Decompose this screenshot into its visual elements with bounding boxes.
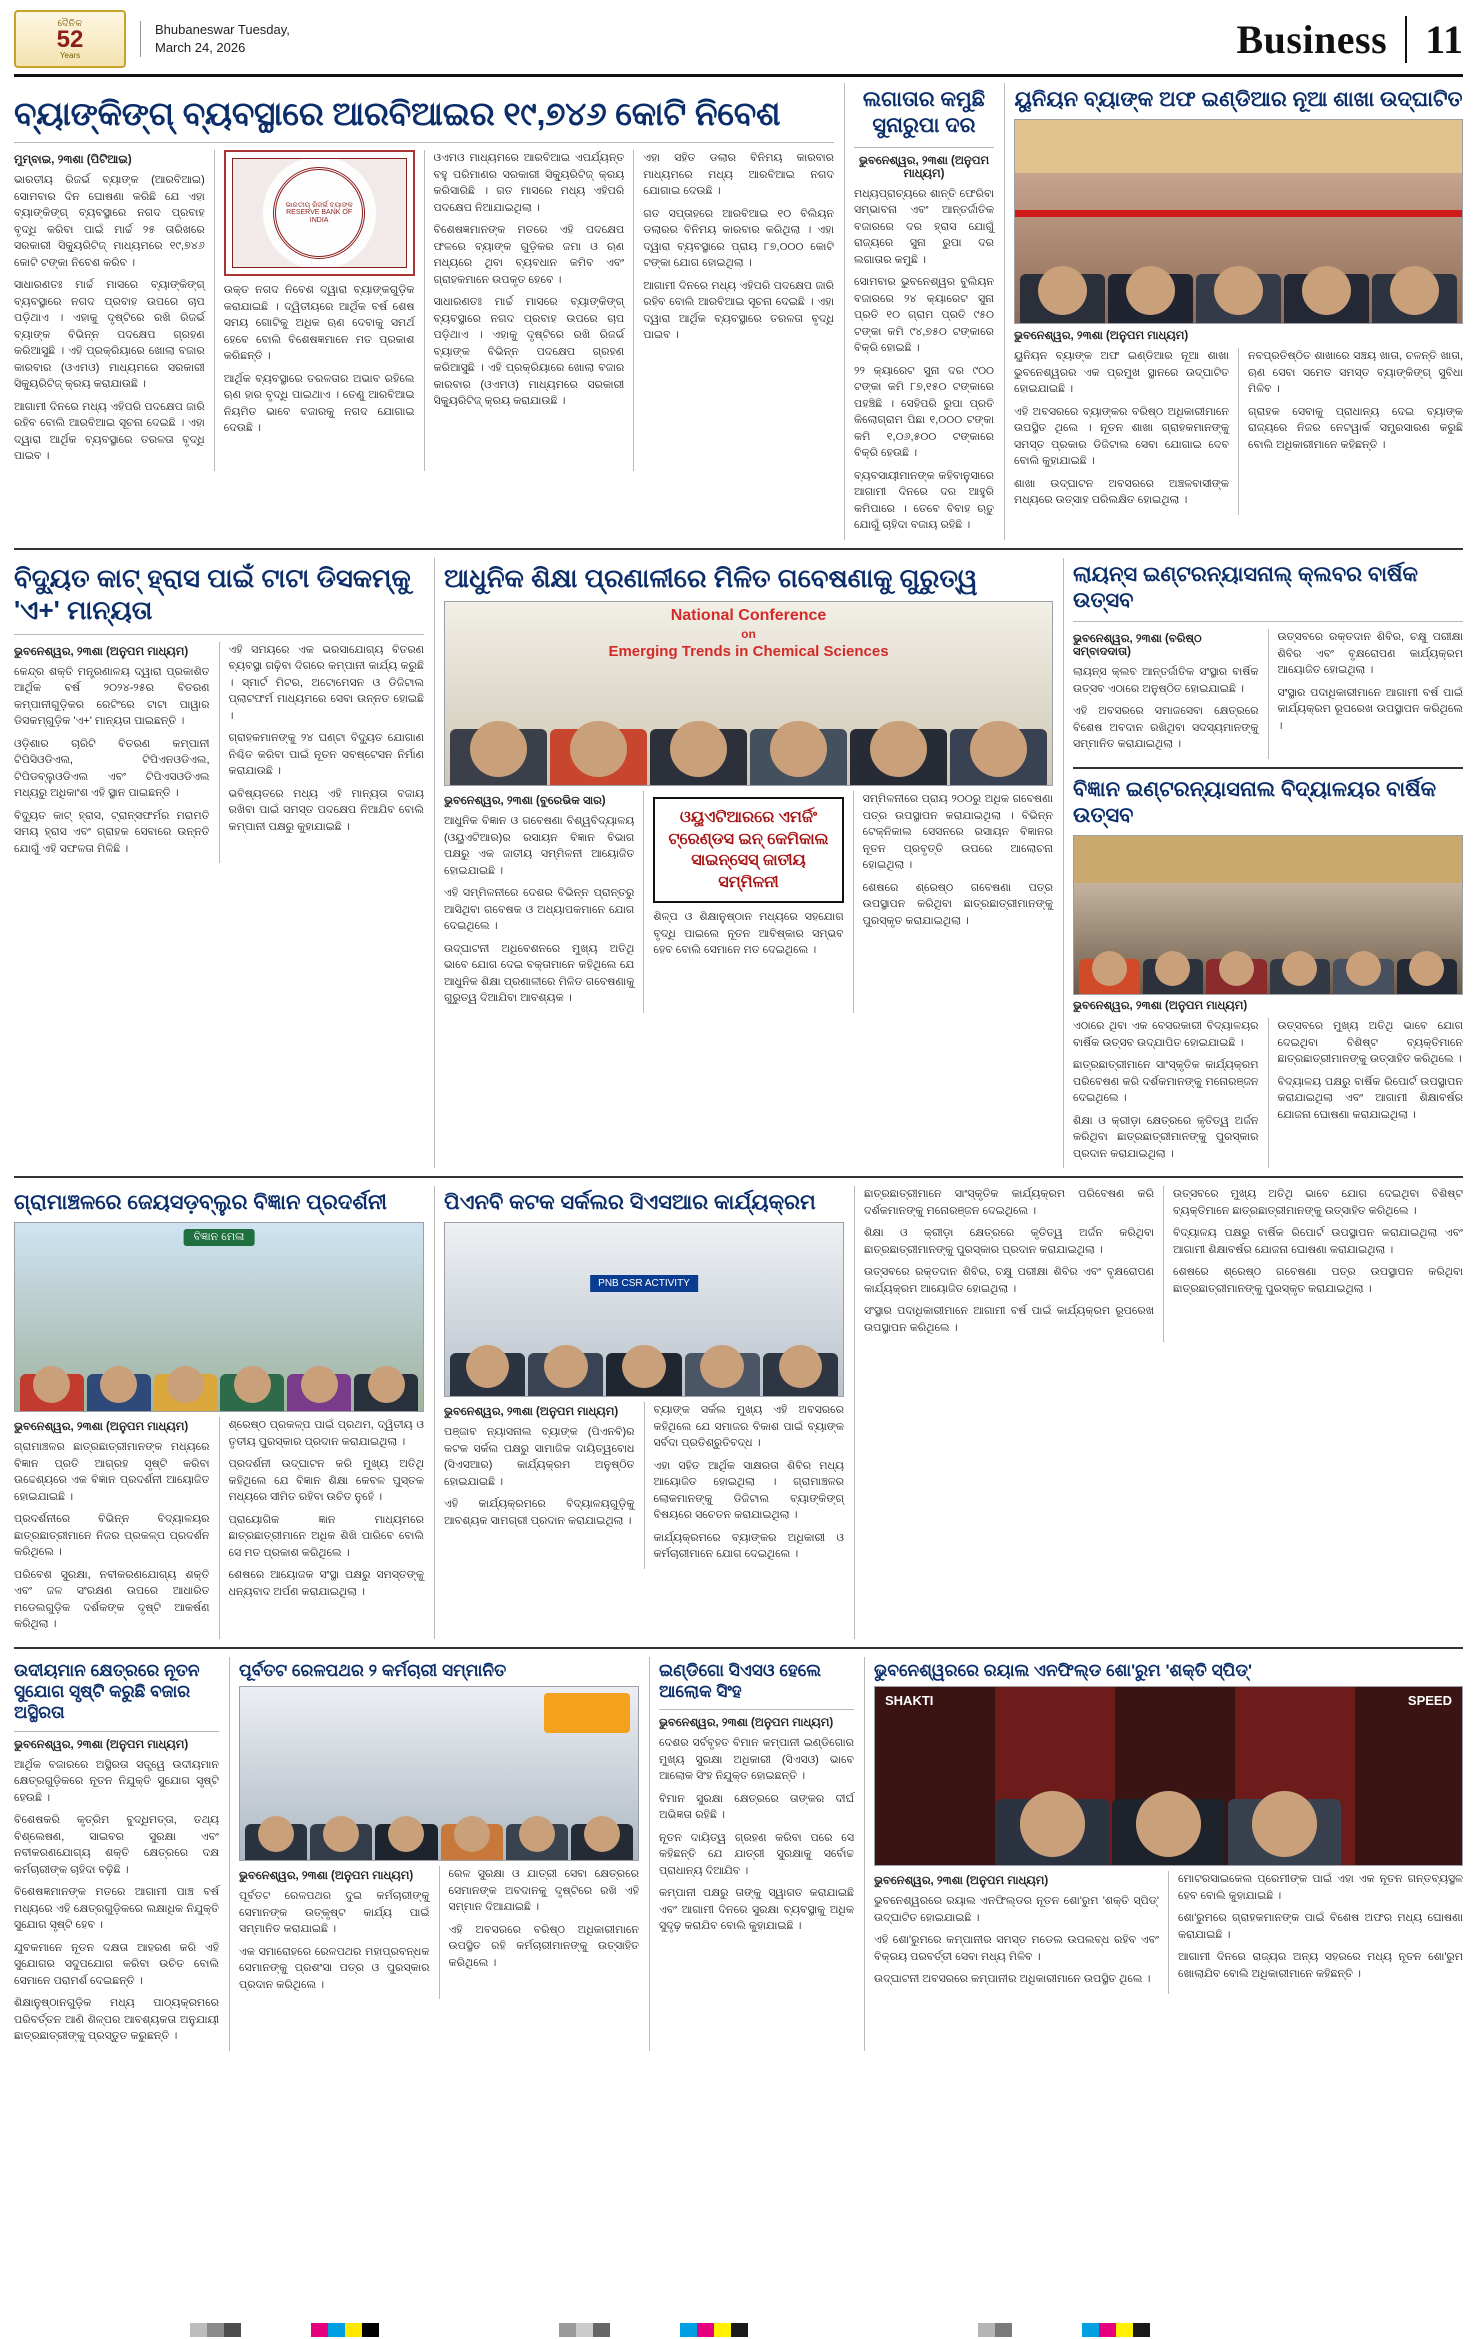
rbi-p3: ଆଗାମୀ ଦିନରେ ମଧ୍ୟ ଏହିପରି ପଦକ୍ଷେପ ଜାରି ରହିବ ବୋଲି ଆରବିଆଇ ସୂଚନା ଦେଇଛି । ଏହା ଦ୍ୱାରା ଆର୍ଥିକ ବ୍ୟବସ୍ଥାରେ ତରଳତା ବୃଦ୍ଧି ପାଇବ । xyxy=(14,400,205,463)
village-science-col-1 xyxy=(14,1417,210,1639)
tata-p2: ଓଡ଼ିଶାର ଚାରିଟି ବିତରଣ କମ୍ପାନୀ ଟିପିସିଓଡିଏଲ, ଟିପିଏନଓଡିଏଲ, ଟିପିଡବ୍ଲୁଓଡିଏଲ ଏବଂ ଟିପିଏସଓଡିଏଲ ମଧ୍ୟରୁ ଅଧିକାଂଶ ଏହି ସ୍ଥାନ ପାଇଛନ୍ତି । xyxy=(14,737,210,799)
right-text-p7: ଶେଷରେ ଶ୍ରେଷ୍ଠ ଗବେଷଣା ପତ୍ର ଉପସ୍ଥାପନ କରିଥିବା ଛାତ୍ରଛାତ୍ରୀମାନଙ୍କୁ ପୁରସ୍କୃତ କରାଯାଇଥିଲା । xyxy=(1173,1266,1463,1295)
science-college-photo-people xyxy=(1074,899,1462,994)
article-pnb xyxy=(434,1186,844,1639)
rbi-col-2 xyxy=(214,150,415,471)
pnb-p3: ବ୍ୟାଙ୍କ ସର୍କଲ ମୁଖ୍ୟ ଏହି ଅବସରରେ କହିଥିଲେ ଯେ ସମାଜର ବିକାଶ ପାଇଁ ବ୍ୟାଙ୍କ ସର୍ବଦା ପ୍ରତିଶ୍ରୁତିବଦ୍ଧ । xyxy=(653,1404,844,1450)
tata-headline: ବିଦ୍ୟୁତ କାଟ୍ ହ୍ରାସ ପାଇଁ ଟାଟା ଡିସକମ୍‌କୁ 'ଏ+' ମାନ୍ୟତା xyxy=(14,562,411,625)
jobs-headline: ଉଦୀୟମାନ କ୍ଷେତ୍ରରେ ନୂତନ ସୁଯୋଗ ସୃଷ୍ଟି କରୁଛି ବଜାର ଅସ୍ଥିରତା xyxy=(14,1660,200,1723)
research-col-2 xyxy=(643,791,843,1013)
science-college-dateline: ଭୁବନେଶ୍ୱର, ୨୩ଶା (ଅନୁପମ ମାଧ୍ୟମ) xyxy=(1073,1000,1248,1012)
railway-p4: ଏହି ଅବସରରେ ବରିଷ୍ଠ ଅଧିକାରୀମାନେ ଉପସ୍ଥିତ ରହି କର୍ମଚାରୀମାନଙ୍କୁ ଉତ୍ସାହିତ କରିଥିଲେ । xyxy=(448,1923,639,1969)
pnb-col-p1: ଏହା ସହିତ ଆର୍ଥିକ ସାକ୍ଷରତା ଶିବିର ମଧ୍ୟ ଆୟୋଜିତ ହୋଇଥିଲା । ଗ୍ରାମାଞ୍ଚଳର ଲୋକମାନଙ୍କୁ ଡିଜିଟାଲ ବ୍ୟାଙ୍କିଙ୍ଗ୍ ବିଷୟରେ ସଚେତନ କରାଯାଇଥିଲା । xyxy=(653,1459,844,1522)
rbi-col3-p1: ଓଏମଓ ମାଧ୍ୟମରେ ଆରବିଆଇ ଏପର୍ଯ୍ୟନ୍ତ ବହୁ ପରିମାଣର ସରକାରୀ ସିକ୍ୟୁରିଟିଜ୍ କ୍ରୟ କରିସାରିଛି । ଗତ ମାସରେ ମଧ୍ୟ ଏହିପରି ପଦକ୍ଷେପ ନିଆଯାଇଥିଲା । xyxy=(433,152,625,214)
jobs-p1: ଆର୍ଥିକ ବଜାରରେ ଅସ୍ଥିରତା ସତ୍ତ୍ୱେ ଉଦୀୟମାନ କ୍ଷେତ୍ରଗୁଡ଼ିକରେ ନୂତନ ନିଯୁକ୍ତି ସୁଯୋଗ ସୃଷ୍ଟି ହେଉଛି । xyxy=(14,1758,219,1804)
science-college-p1: ଏଠାରେ ଥିବା ଏକ ବେସରକାରୀ ବିଦ୍ୟାଳୟର ବାର୍ଷିକ ଉତ୍ସବ ଉଦ୍‌ଯାପିତ ହୋଇଯାଇଛି । xyxy=(1073,1020,1259,1049)
village-science-headline: ଗ୍ରାମାଞ୍ଚଳରେ ଜେୟସଡ଼ବ୍ଲୁର ବିଜ୍ଞାନ ପ୍ରଦର୍ଶନୀ xyxy=(14,1191,387,1214)
bank-branch-dateline: ଭୁବନେଶ୍ୱର, ୨୩ଶା (ଅନୁପମ ମାଧ୍ୟମ) xyxy=(1014,330,1189,343)
third-block-right-text xyxy=(854,1186,1463,1639)
village-science-p4: ଶ୍ରେଷ୍ଠ ପ୍ରକଳ୍ପ ପାଇଁ ପ୍ରଥମ, ଦ୍ୱିତୀୟ ଓ ତୃତୀୟ ପୁରସ୍କାର ପ୍ରଦାନ କରାଯାଇଥିଲା । xyxy=(228,1419,424,1448)
bank-branch-col-p2: ଗ୍ରାହକ ସେବାକୁ ପ୍ରାଧାନ୍ୟ ଦେଇ ବ୍ୟାଙ୍କ ରାଜ୍ୟରେ ନିଜର ନେଟୱାର୍କ ସମ୍ପ୍ରସାରଣ କରୁଛି ବୋଲି ଅଧିକାରୀମାନେ କହିଛନ୍ତି । xyxy=(1248,405,1463,451)
colorbar-group xyxy=(1082,2323,1150,2337)
bank-branch-p1: ୟୁନିୟନ ବ୍ୟାଙ୍କ ଅଫ ଇଣ୍ଡିଆର ନୂଆ ଶାଖା ଭୁବନେଶ୍ୱରର ଏକ ପ୍ରମୁଖ ସ୍ଥାନରେ ଉଦ୍‌ଘାଟିତ ହୋଇଯାଇଛି । xyxy=(1014,350,1229,396)
third-block xyxy=(14,1186,1463,1639)
bank-branch-p2: ଏହି ଅବସରରେ ବ୍ୟାଙ୍କର ବରିଷ୍ଠ ଅଧିକାରୀମାନେ ଉପସ୍ଥିତ ଥିଲେ । ନୂତନ ଶାଖା ଗ୍ରାହକମାନଙ୍କୁ ସମସ୍ତ ପ୍ରକାର ଡିଜିଟାଲ ସେବା ଯୋଗାଇ ଦେବ ବୋଲି କୁହାଯାଇଛି । xyxy=(1014,405,1229,468)
research-p2: ଏହି ସମ୍ମିଳନୀରେ ଦେଶର ବିଭିନ୍ନ ପ୍ରାନ୍ତରୁ ଆସିଥିବା ଗବେଷକ ଓ ଅଧ୍ୟାପକମାନେ ଯୋଗ ଦେଇଥିଲେ । xyxy=(444,887,635,932)
rbi-col4-p2: ଗତ ସପ୍ତାହରେ ଆରବିଆଇ ୧୦ ବିଲିୟନ ଡଲାରର ବିନିମୟ କାରବାର କରିଥିଲା । ଏହା ଦ୍ୱାରା ବ୍ୟବସ୍ଥାରେ ପ୍ରାୟ ୮୭,୦୦୦ କୋଟି ଟଙ୍କା ଯୋଗ ହୋଇଥିଲା । xyxy=(643,207,834,270)
logo-top-text: ଦୈନିକ xyxy=(57,17,83,28)
science-college-photo xyxy=(1073,835,1463,995)
research-p4: ଶିଳ୍ପ ଓ ଶିକ୍ଷାନୁଷ୍ଠାନ ମଧ୍ୟରେ ସହଯୋଗ ବୃଦ୍ଧି ପାଇଲେ ନୂତନ ଆବିଷ୍କାର ସମ୍ଭବ ହେବ ବୋଲି ସେମାନେ ମତ ଦେଇଥିଲେ । xyxy=(653,911,844,957)
colorbar-group xyxy=(680,2323,748,2337)
dateline-location xyxy=(140,21,290,56)
bank-branch-col-p1: ନବପ୍ରତିଷ୍ଠିତ ଶାଖାରେ ସଞ୍ଚୟ ଖାତା, ଚଳନ୍ତି ଖାତା, ଋଣ ସେବା ସମେତ ସମସ୍ତ ବ୍ୟାଙ୍କିଙ୍ଗ୍ ସୁବିଧା ମିଳିବ । xyxy=(1248,350,1463,396)
rbi-seal-text: ଭାରତୀୟ ରିଜର୍ଭ ବ୍ୟାଙ୍କ RESERVE BANK OF INDIA xyxy=(273,167,365,259)
color-registration-bar xyxy=(0,2321,1477,2339)
rbi-logo-box xyxy=(224,150,415,276)
pnb-photo-text: PNB CSR ACTIVITY xyxy=(590,1275,698,1292)
article-bank-branch xyxy=(1004,83,1463,540)
pnb-col-1 xyxy=(444,1402,635,1569)
railway-photo xyxy=(239,1686,639,1861)
indigo-headline: ଇଣ୍ଡିଗୋ ସିଏସଓ ହେଲେ ଆଲୋକ ସିଂହ xyxy=(659,1660,822,1701)
village-science-p1: ଗ୍ରାମାଞ୍ଚଳର ଛାତ୍ରଛାତ୍ରୀମାନଙ୍କ ମଧ୍ୟରେ ବିଜ୍ଞାନ ପ୍ରତି ଆଗ୍ରହ ସୃଷ୍ଟି କରିବା ଉଦ୍ଦେଶ୍ୟରେ ଏକ ବିଜ୍ଞାନ ପ୍ରଦର୍ଶନୀ ଆୟୋଜିତ ହୋଇଯାଇଛି । xyxy=(14,1441,210,1503)
science-college-p2: ଛାତ୍ରଛାତ୍ରୀମାନେ ସାଂସ୍କୃତିକ କାର୍ଯ୍ୟକ୍ରମ ପରିବେଷଣ କରି ଦର୍ଶକମାନଙ୍କୁ ମନୋରଞ୍ଜନ ଦେଇଥିଲେ । xyxy=(1073,1059,1259,1104)
rbi-col-4 xyxy=(633,150,834,471)
lions-p3: ଉତ୍ସବରେ ରକ୍ତଦାନ ଶିବିର, ଚକ୍ଷୁ ପରୀକ୍ଷା ଶିବିର ଏବଂ ବୃକ୍ଷରୋପଣ କାର୍ଯ୍ୟକ୍ରମ ଆୟୋଜିତ ହୋଇଥିଲା । xyxy=(1277,631,1463,676)
science-college-headline: ବିଜ୍ଞାନ ଇଣ୍ଟରନ୍ୟାସନାଲ ବିଦ୍ୟାଳୟର ବାର୍ଷିକ ଉତ୍ସବ xyxy=(1073,777,1437,827)
bank-branch-photo-people xyxy=(1015,212,1462,324)
pnb-p1: ପଞ୍ଜାବ ନ୍ୟାସନାଲ ବ୍ୟାଙ୍କ (ପିଏନବି)ର କଟକ ସର୍କଲ ପକ୍ଷରୁ ସାମାଜିକ ଦାୟିତ୍ୱବୋଧ (ସିଏସଆର) କାର୍ଯ୍ୟକ୍ରମ ଅନୁଷ୍ଠିତ ହୋଇଯାଇଛି । xyxy=(444,1426,635,1488)
right-text-p6: ବିଦ୍ୟାଳୟ ପକ୍ଷରୁ ବାର୍ଷିକ ରିପୋର୍ଟ ଉପସ୍ଥାପନ କରାଯାଇଥିଲା ଏବଂ ଆଗାମୀ ଶିକ୍ଷାବର୍ଷର ଯୋଜନା ଘୋଷଣା କରାଯାଇଥିଲା । xyxy=(1173,1227,1463,1256)
article-jobs xyxy=(14,1657,219,2051)
shakti-col-2 xyxy=(1168,1871,1463,1994)
shakti-col-p3: ଆଗାମୀ ଦିନରେ ରାଜ୍ୟର ଅନ୍ୟ ସହରରେ ମଧ୍ୟ ନୂତନ ଶୋ'ରୁମ ଖୋଲାଯିବ ବୋଲି ଅଧିକାରୀମାନେ କହିଛନ୍ତି । xyxy=(1178,1951,1463,1980)
bank-branch-p3: ଶାଖା ଉଦ୍‌ଘାଟନ ଅବସରରେ ଅଞ୍ଚଳବାସୀଙ୍କ ମଧ୍ୟରେ ଉତ୍ସାହ ପରିଲକ୍ଷିତ ହୋଇଥିଲା । xyxy=(1014,477,1229,507)
science-college-col-1 xyxy=(1073,1018,1259,1168)
right-text-col-1 xyxy=(864,1186,1154,1342)
research-banner-line1: National Conference xyxy=(670,607,827,624)
article-shakti xyxy=(864,1657,1463,2051)
indigo-p3: ନୂତନ ଦାୟିତ୍ୱ ଗ୍ରହଣ କରିବା ପରେ ସେ କହିଛନ୍ତି ଯେ ଯାତ୍ରୀ ସୁରକ୍ଷାକୁ ସର୍ବୋଚ୍ଚ ପ୍ରାଧାନ୍ୟ ଦିଆଯିବ । xyxy=(659,1831,854,1877)
bottom-block xyxy=(14,1657,1463,2051)
colorbar-group xyxy=(559,2323,610,2337)
dateline-city: Bhubaneswar Tuesday, xyxy=(155,22,290,38)
shakti-dateline: ଭୁବନେଶ୍ୱର, ୨୩ଶା (ଅନୁପମ ମାଧ୍ୟମ) xyxy=(874,1875,1049,1887)
article-research xyxy=(434,558,1053,1169)
railway-p2: ଏକ ସମାରୋହରେ ରେଳପଥର ମହାପ୍ରବନ୍ଧକ ସେମାନଙ୍କୁ ପ୍ରଶଂସା ପତ୍ର ଓ ପୁରସ୍କାର ପ୍ରଦାନ କରିଥିଲେ । xyxy=(239,1945,430,1991)
article-indigo xyxy=(649,1657,854,2051)
right-text-p5: ଉତ୍ସବରେ ମୁଖ୍ୟ ଅତିଥି ଭାବେ ଯୋଗ ଦେଇଥିବା ବିଶିଷ୍ଟ ବ୍ୟକ୍ତିମାନେ ଛାତ୍ରଛାତ୍ରୀମାନଙ୍କୁ ଉତ୍ସାହିତ କରିଥିଲେ । xyxy=(1173,1188,1463,1217)
tata-dateline: ଭୁବନେଶ୍ୱର, ୨୩ଶା (ଅନୁପମ ମାଧ୍ୟମ) xyxy=(14,645,189,658)
indigo-p4: କମ୍ପାନୀ ପକ୍ଷରୁ ତାଙ୍କୁ ସ୍ୱାଗତ କରାଯାଇଛି ଏବଂ ଆଗାମୀ ଦିନରେ ସୁରକ୍ଷା ବ୍ୟବସ୍ଥାକୁ ଅଧିକ ସୁଦୃଢ଼ କରାଯିବ ବୋଲି କୁହାଯାଇଛି । xyxy=(659,1887,854,1933)
tata-p1: କେନ୍ଦ୍ର ଶକ୍ତି ମନ୍ତ୍ରଣାଳୟ ଦ୍ୱାରା ପ୍ରକାଶିତ ଆର୍ଥିକ ବର୍ଷ ୨୦୨୪-୨୫ର ବିତରଣ କମ୍ପାନୀଗୁଡ଼ିକର ରେଟିଂରେ ଟାଟା ପାୱାର ଡିସକମ୍ଗୁଡ଼ିକ 'ଏ+' ମାନ୍ୟତା ପାଇଛନ୍ତି । xyxy=(14,665,210,727)
top-block xyxy=(14,83,1463,540)
village-science-dateline: ଭୁବନେଶ୍ୱର, ୨୩ଶା (ଅନୁପମ ମାଧ୍ୟମ) xyxy=(14,1421,189,1434)
research-col-3 xyxy=(853,791,1053,1013)
jobs-p3: ବିଶେଷଜ୍ଞମାନଙ୍କ ମତରେ ଆଗାମୀ ପାଞ୍ଚ ବର୍ଷ ମଧ୍ୟରେ ଏହି କ୍ଷେତ୍ରଗୁଡ଼ିକରେ ଲକ୍ଷାଧିକ ନିଯୁକ୍ତି ସୁଯୋଗ ସୃଷ୍ଟି ହେବ । xyxy=(14,1886,219,1931)
article-science-college xyxy=(1073,777,1463,1169)
pnb-dateline: ଭୁବନେଶ୍ୱର, ୨୩ଶା (ଅନୁପମ ମାଧ୍ୟମ) xyxy=(444,1406,619,1419)
rbi-col2-p2: ଆର୍ଥିକ ବ୍ୟବସ୍ଥାରେ ତରଳତାର ଅଭାବ ରହିଲେ ଋଣ ହାର ବୃଦ୍ଧି ପାଇଥାଏ । ତେଣୁ ଆରବିଆଇ ନିୟମିତ ଭାବେ ବଜାରକୁ ନଗଦ ଯୋଗାଇ ଦେଉଛି । xyxy=(223,372,415,435)
lions-p1: ଲାୟନ୍ସ କ୍ଲବ ଆନ୍ତର୍ଜାତିକ ସଂସ୍ଥାର ବାର୍ଷିକ ଉତ୍ସବ ଏଠାରେ ଅନୁଷ୍ଠିତ ହୋଇଯାଇଛି । xyxy=(1073,666,1259,695)
indigo-p2: ବିମାନ ସୁରକ୍ଷା କ୍ଷେତ୍ରରେ ତାଙ୍କର ଦୀର୍ଘ ଅଭିଜ୍ଞତା ରହିଛି । xyxy=(659,1792,854,1822)
bank-branch-headline: ୟୁନିୟନ ବ୍ୟାଙ୍କ ଅଫ ଇଣ୍ଡିଆର ନୂଆ ଶାଖା ଉଦ୍‌ଘାଟିତ xyxy=(1014,88,1463,111)
rbi-headline: ବ୍ୟାଙ୍କିଙ୍ଗ୍ ବ୍ୟବସ୍ଥାରେ ଆରବିଆଇର ୧୯,୭୪୬ କୋଟି ନିବେଶ xyxy=(14,95,781,132)
indigo-dateline: ଭୁବନେଶ୍ୱର, ୨୩ଶା (ଅନୁପମ ମାଧ୍ୟମ) xyxy=(659,1717,834,1730)
shakti-p1: ଭୁବନେଶ୍ୱରରେ ରୟାଲ ଏନଫିଲ୍ଡର ନୂତନ ଶୋ'ରୁମ 'ଶକ୍ତି ସ୍ପିଡ୍' ଉଦ୍‌ଘାଟିତ ହୋଇଯାଇଛି । xyxy=(874,1895,1159,1924)
logo-years-number: 52 xyxy=(56,25,84,53)
village-science-col-2 xyxy=(219,1417,425,1639)
article-gold xyxy=(844,83,994,540)
rbi-col4-p1: ଏହା ସହିତ ଡଲାର ବିନିମୟ କାରବାର ମାଧ୍ୟମରେ ମଧ୍ୟ ଆରବିଆଇ ନଗଦ ଯୋଗାଇ ଦେଉଛି । xyxy=(643,152,834,198)
research-dateline: ଭୁବନେଶ୍ୱର, ୨୩ଶା (ବୁରେଭିକ ସାର) xyxy=(444,795,606,807)
gold-headline: ଲଗାତାର କମୁଛି ସୁନାରୁପା ଦର xyxy=(862,88,986,138)
shakti-photo-brand-1: SHAKTI xyxy=(885,1693,934,1708)
logo-years-label: Years xyxy=(59,50,81,60)
research-col-p2: ଶେଷରେ ଶ୍ରେଷ୍ଠ ଗବେଷଣା ପତ୍ର ଉପସ୍ଥାପନ କରିଥିବା ଛାତ୍ରଛାତ୍ରୀମାନଙ୍କୁ ପୁରସ୍କୃତ କରାଯାଇଥିଲା । xyxy=(862,881,1053,927)
jobs-p4: ଯୁବକମାନେ ନୂତନ ଦକ୍ଷତା ଆହରଣ କରି ଏହି ସୁଯୋଗର ସଦୁପଯୋଗ କରିବା ଉଚିତ ବୋଲି ସେମାନେ ପରାମର୍ଶ ଦେଇଛନ୍ତି । xyxy=(14,1941,219,1987)
gold-dateline: ଭୁବନେଶ୍ୱର, ୨୩ଶା (ଅନୁପମ ମାଧ୍ୟମ) xyxy=(858,154,990,180)
article-rbi xyxy=(14,83,834,540)
railway-dateline: ଭୁବନେଶ୍ୱର, ୨୩ଶା (ଅନୁପମ ମାଧ୍ୟମ) xyxy=(239,1870,414,1882)
research-banner-line3: Emerging Trends in Chemical Sciences xyxy=(608,643,889,661)
rbi-col-3 xyxy=(424,150,625,471)
railway-col-2 xyxy=(439,1866,640,1999)
shakti-photo-people xyxy=(875,1772,1462,1865)
shakti-photo xyxy=(874,1686,1463,1866)
lions-p4: ସଂସ୍ଥାର ପଦାଧିକାରୀମାନେ ଆଗାମୀ ବର୍ଷ ପାଇଁ କାର୍ଯ୍ୟକ୍ରମ ରୂପରେଖ ଉପସ୍ଥାପନ କରିଥିଲେ । xyxy=(1277,686,1463,732)
rbi-seal xyxy=(232,158,407,268)
research-p1: ଆଧୁନିକ ବିଜ୍ଞାନ ଓ ଗବେଷଣା ବିଶ୍ୱବିଦ୍ୟାଳୟ (ଓୟୁଏଟିଆର)ର ରସାୟନ ବିଜ୍ଞାନ ବିଭାଗ ପକ୍ଷରୁ ଏକ ଜାତୀୟ ସମ୍ମିଳନୀ ଆୟୋଜିତ ହୋଇଯାଇଛି । xyxy=(444,815,635,877)
right-text-p1: ଛାତ୍ରଛାତ୍ରୀମାନେ ସାଂସ୍କୃତିକ କାର୍ଯ୍ୟକ୍ରମ ପରିବେଷଣ କରି ଦର୍ଶକମାନଙ୍କୁ ମନୋରଞ୍ଜନ ଦେଇଥିଲେ । xyxy=(864,1188,1154,1217)
village-science-p3: ପରିବେଶ ସୁରକ୍ଷା, ନବୀକରଣଯୋଗ୍ୟ ଶକ୍ତି ଏବଂ ଜଳ ସଂରକ୍ଷଣ ଉପରେ ଆଧାରିତ ମଡେଲଗୁଡ଼ିକ ଦର୍ଶକଙ୍କ ଦୃଷ୍ଟି ଆକର୍ଷଣ କରିଥିଲା । xyxy=(14,1568,210,1631)
research-banner-line2: on xyxy=(741,626,756,641)
section-title: Business xyxy=(1236,16,1388,62)
rbi-p1: ଭାରତୀୟ ରିଜର୍ଭ ବ୍ୟାଙ୍କ (ଆରବିଆଇ) ସୋମବାର ଦିନ ଘୋଷଣା କରିଛି ଯେ ଏହା ବ୍ୟାଙ୍କିଙ୍ଗ୍ ବ୍ୟବସ୍ଥାରେ ନଗଦ ପ୍ରବାହ ବୃଦ୍ଧି କରିବା ପାଇଁ ମାର୍ଚ୍ଚ ୨୫ ତାରିଖରେ ସରକାରୀ ସିକ୍ୟୁରିଟିଜ୍ ମାଧ୍ୟମରେ ୧୯,୭୪୬ କୋଟି ଟଙ୍କା ନିବେଶ କରିବ । xyxy=(14,174,205,269)
bank-branch-col-1 xyxy=(1014,348,1229,515)
research-photo-people xyxy=(445,697,1052,785)
tata-col-2 xyxy=(219,642,425,864)
village-science-photo-people xyxy=(15,1295,423,1412)
dateline-date: March 24, 2026 xyxy=(155,40,246,55)
pnb-col-2 xyxy=(644,1402,845,1569)
second-block xyxy=(14,558,1463,1169)
article-tata xyxy=(14,558,424,1169)
bank-branch-photo xyxy=(1014,119,1463,324)
railway-headline: ପୂର୍ବତଟ ରେଳପଥର ୨ କର୍ମଚାରୀ ସମ୍ମାନିତ xyxy=(239,1660,507,1680)
pnb-col-p2: କାର୍ଯ୍ୟକ୍ରମରେ ବ୍ୟାଙ୍କର ଅଧିକାରୀ ଓ କର୍ମଚାରୀମାନେ ଯୋଗ ଦେଇଥିଲେ । xyxy=(653,1531,844,1561)
lions-dateline: ଭୁବନେଶ୍ୱର, ୨୩ଶା (ବରିଷ୍ଠ ସମ୍ବାଦଦାତା) xyxy=(1073,633,1202,658)
rbi-col2-p1: ଉକ୍ତ ନଗଦ ନିବେଶ ଦ୍ୱାରା ବ୍ୟାଙ୍କଗୁଡ଼ିକ କରାଯାଇଛି । ଦ୍ୱିତୀୟରେ ଆର୍ଥିକ ବର୍ଷ ଶେଷ ସମୟ ଗୋଟିକୁ ଅଧିକ ଋଣ ଦେବାକୁ ସମର୍ଥ ହେବେ ବୋଲି ବିଶେଷଜ୍ଞମାନେ ମତ ପ୍ରକାଶ କରିଛନ୍ତି । xyxy=(223,284,415,363)
publication-logo xyxy=(14,10,126,68)
article-lions xyxy=(1073,562,1463,759)
colorbar-group xyxy=(978,2323,1012,2337)
colorbar-group xyxy=(190,2323,241,2337)
jobs-p2: ବିଶେଷକରି କୃତ୍ରିମ ବୁଦ୍ଧିମତ୍ତା, ତଥ୍ୟ ବିଶ୍ଲେଷଣ, ସାଇବର ସୁରକ୍ଷା ଏବଂ ନବୀକରଣଯୋଗ୍ୟ ଶକ୍ତି କ୍ଷେତ୍ରରେ ଦକ୍ଷ କର୍ମଚାରୀଙ୍କ ଚାହିଦା ବଢ଼ିଛି । xyxy=(14,1814,219,1876)
tata-p3: ବିଦ୍ୟୁତ କାଟ୍ ହ୍ରାସ, ଟ୍ରାନ୍ସଫର୍ମର ମରାମତି ସମୟ ହ୍ରାସ ଏବଂ ଗ୍ରାହକ ସେବାରେ ଉନ୍ନତି ଯୋଗୁଁ ଏହି ସଫଳତା ମିଳିଛି । xyxy=(14,809,210,855)
right-text-p4: ସଂସ୍ଥାର ପଦାଧିକାରୀମାନେ ଆଗାମୀ ବର୍ଷ ପାଇଁ କାର୍ଯ୍ୟକ୍ରମ ରୂପରେଖ ଉପସ୍ଥାପନ କରିଥିଲେ । xyxy=(864,1305,1154,1334)
gold-p3: ୨୨ କ୍ୟାରେଟ ସୁନା ଦର ୯୦୦ ଟଙ୍କା କମି ୮୭,୧୫୦ ଟଙ୍କାରେ ପହଞ୍ଚିଛି । ସେହିପରି ରୁପା ପ୍ରତି କିଲୋଗ୍ରାମ ପିଛା ୧,୦୦୦ ଟଙ୍କା କମି ୧,୦୬,୫୦୦ ଟଙ୍କାରେ ବିକ୍ରି ହେଉଛି । xyxy=(854,364,994,459)
tata-col-p3: ଭବିଷ୍ୟତରେ ମଧ୍ୟ ଏହି ମାନ୍ୟତା ବଜାୟ ରଖିବା ପାଇଁ ସମସ୍ତ ପଦକ୍ଷେପ ନିଆଯିବ ବୋଲି କମ୍ପାନୀ ପକ୍ଷରୁ କୁହାଯାଇଛି । xyxy=(228,787,424,833)
bank-branch-col-2 xyxy=(1238,348,1463,515)
page-number: 11 xyxy=(1405,16,1463,63)
shakti-headline: ଭୁବନେଶ୍ୱରରେ ରୟାଲ ଏନଫିଲ୍ଡ ଶୋ'ରୁମ 'ଶକ୍ତି ସ୍ପିଡ୍' xyxy=(874,1660,1253,1680)
village-science-col-p1: ପ୍ରଦର୍ଶନୀ ଉଦ୍‌ଘାଟନ କରି ମୁଖ୍ୟ ଅତିଥି କହିଥିଲେ ଯେ ବିଜ୍ଞାନ ଶିକ୍ଷା କେବଳ ପୁସ୍ତକ ମଧ୍ୟରେ ସୀମିତ ରହିବା ଉଚିତ ନୁହେଁ । xyxy=(228,1458,424,1504)
right-text-p3: ଉତ୍ସବରେ ରକ୍ତଦାନ ଶିବିର, ଚକ୍ଷୁ ପରୀକ୍ଷା ଶିବିର ଏବଂ ବୃକ୍ଷରୋପଣ କାର୍ଯ୍ୟକ୍ରମ ଆୟୋଜିତ ହୋଇଥିଲା । xyxy=(864,1266,1154,1295)
masthead xyxy=(14,10,1463,77)
research-photo xyxy=(444,601,1053,786)
pnb-p2: ଏହି କାର୍ଯ୍ୟକ୍ରମରେ ବିଦ୍ୟାଳୟଗୁଡ଼ିକୁ ଆବଶ୍ୟକ ସାମଗ୍ରୀ ପ୍ରଦାନ କରାଯାଇଥିଲା । xyxy=(444,1498,635,1527)
rbi-col3-p2: ବିଶେଷଜ୍ଞମାନଙ୍କ ମତରେ ଏହି ପଦକ୍ଷେପ ଫଳରେ ବ୍ୟାଙ୍କ ଗୁଡ଼ିକର ଜମା ଓ ଋଣ ମଧ୍ୟରେ ଥିବା ବ୍ୟବଧାନ କମିବ ଏବଂ ଗ୍ରାହକମାନେ ଉପକୃତ ହେବେ । xyxy=(433,224,625,286)
shakti-photo-brand-2: SPEED xyxy=(1407,1693,1452,1708)
pnb-headline: ପିଏନବି କଟକ ସର୍କଲର ସିଏସଆର କାର୍ଯ୍ୟକ୍ରମ xyxy=(444,1191,816,1214)
lions-p2: ଏହି ଅବସରରେ ସମାଜସେବା କ୍ଷେତ୍ରରେ ବିଶେଷ ଅବଦାନ ରଖିଥିବା ସଦସ୍ୟମାନଙ୍କୁ ସମ୍ମାନିତ କରାଯାଇଥିଲା । xyxy=(1073,705,1259,750)
railway-p3: ରେଳ ସୁରକ୍ଷା ଓ ଯାତ୍ରୀ ସେବା କ୍ଷେତ୍ରରେ ସେମାନଙ୍କ ଅବଦାନକୁ ଦୃଷ୍ଟିରେ ରଖି ଏହି ସମ୍ମାନ ଦିଆଯାଇଛି । xyxy=(448,1868,639,1913)
railway-photo-people xyxy=(240,1760,638,1860)
village-science-photo-banner: ବିଜ୍ଞାନ ମେଳା xyxy=(184,1229,255,1246)
gold-p1: ମଧ୍ୟପ୍ରାଚ୍ୟରେ ଶାନ୍ତି ଫେରିବା ସମ୍ଭାବନା ଏବଂ ଆନ୍ତର୍ଜାତିକ ବଜାରରେ ଦର ହ୍ରାସ ଯୋଗୁଁ ରାଜ୍ୟରେ ସୁନା ରୁପା ଦର ଲଗାତାର କମୁଛି । xyxy=(854,187,994,266)
shakti-col-p1: ମୋଟରସାଇକେଲ ପ୍ରେମୀଙ୍କ ପାଇଁ ଏହା ଏକ ନୂତନ ଗନ୍ତବ୍ୟସ୍ଥଳ ହେବ ବୋଲି କୁହାଯାଇଛି । xyxy=(1178,1873,1463,1902)
rbi-dateline: ମୁମ୍ବାଇ, ୨୩ଶା (ପିଟିଆଇ) xyxy=(14,154,132,167)
right-text-p2: ଶିକ୍ଷା ଓ କ୍ରୀଡ଼ା କ୍ଷେତ୍ରରେ କୃତିତ୍ୱ ଅର୍ଜନ କରିଥିବା ଛାତ୍ରଛାତ୍ରୀମାନଙ୍କୁ ପୁରସ୍କାର ପ୍ରଦାନ କରାଯାଇଥିଲା । xyxy=(864,1227,1154,1256)
tata-col-p2: ଗ୍ରାହକମାନଙ୍କୁ ୨୪ ଘଣ୍ଟା ବିଦ୍ୟୁତ ଯୋଗାଣ ନିଶ୍ଚିତ କରିବା ପାଇଁ ନୂତନ ସବଷ୍ଟେସନ ନିର୍ମାଣ କରାଯାଉଛି । xyxy=(228,732,424,777)
tata-col-p1: ଏହି ସମୟରେ ଏକ ଭରସାଯୋଗ୍ୟ ବିତରଣ ବ୍ୟବସ୍ଥା ଗଢ଼ିବା ଦିଗରେ କମ୍ପାନୀ କାର୍ଯ୍ୟ କରୁଛି । ସ୍ମାର୍ଟ ମିଟର, ଅଟୋମେସନ ଓ ଡିଜିଟାଲ ପ୍ଲାଟଫର୍ମ ମାଧ୍ୟମରେ ସେବା ଉନ୍ନତ ହୋଇଛି । xyxy=(228,643,424,722)
gold-p2: ସୋମବାର ଭୁବନେଶ୍ୱର ବୁଲିୟନ ବଜାରରେ ୨୪ କ୍ୟାରେଟ ସୁନା ପ୍ରତି ୧୦ ଗ୍ରାମ ପ୍ରତି ୯୫୦ ଟଙ୍କା କମି ୯୪,୭୫୦ ଟଙ୍କାରେ ବିକ୍ରି ହୋଇଛି । xyxy=(854,276,994,354)
research-headline: ଆଧୁନିକ ଶିକ୍ଷା ପ୍ରଣାଳୀରେ ମିଳିତ ଗବେଷଣାକୁ ଗୁରୁତ୍ୱ xyxy=(444,562,978,593)
lions-col-1 xyxy=(1073,629,1259,759)
rbi-p2: ସାଧାରଣତଃ ମାର୍ଚ୍ଚ ମାସରେ ବ୍ୟାଙ୍କିଙ୍ଗ୍ ବ୍ୟବସ୍ଥାରେ ନଗଦ ପ୍ରବାହ ଉପରେ ଚାପ ପଡ଼ିଥାଏ । ଏହାକୁ ଦୃଷ୍ଟିରେ ରଖି ରିଜର୍ଭ ବ୍ୟାଙ୍କ ବିଭିନ୍ନ ପଦକ୍ଷେପ ଗ୍ରହଣ କରିଆସୁଛି । ଏହି ପ୍ରକ୍ରିୟାରେ ଖୋଲା ବଜାର କାରବାର (ଓଏମଓ) ମାଧ୍ୟମରେ ସରକାରୀ ସିକ୍ୟୁରିଟିଜ୍ କ୍ରୟ କରାଯାଉଛି । xyxy=(14,279,205,391)
research-col-p1: ସମ୍ମିଳନୀରେ ପ୍ରାୟ ୨୦୦ରୁ ଅଧିକ ଗବେଷଣା ପତ୍ର ଉପସ୍ଥାପନ କରାଯାଇଥିଲା । ବିଭିନ୍ନ ଟେକ୍ନିକାଲ ସେସନରେ ରସାୟନ ବିଜ୍ଞାନର ନୂତନ ପ୍ରବୃତ୍ତି ଉପରେ ଆଲୋଚନା ହୋଇଥିଲା । xyxy=(862,793,1053,871)
right-rail-second xyxy=(1063,558,1463,1169)
article-village-science xyxy=(14,1186,424,1639)
village-science-p2: ପ୍ରଦର୍ଶନୀରେ ବିଭିନ୍ନ ବିଦ୍ୟାଳୟର ଛାତ୍ରଛାତ୍ରୀମାନେ ନିଜର ପ୍ରକଳ୍ପ ପ୍ରଦର୍ଶନ କରିଥିଲେ । xyxy=(14,1513,210,1559)
railway-col-1 xyxy=(239,1866,430,1999)
science-college-p5: ବିଦ୍ୟାଳୟ ପକ୍ଷରୁ ବାର୍ଷିକ ରିପୋର୍ଟ ଉପସ୍ଥାପନ କରାଯାଇଥିଲା ଏବଂ ଆଗାମୀ ଶିକ୍ଷାବର୍ଷର ଯୋଜନା ଘୋଷଣା କରାଯାଇଥିଲା । xyxy=(1277,1075,1463,1121)
shakti-col-p2: ଶୋ'ରୁମରେ ଗ୍ରାହକମାନଙ୍କ ପାଇଁ ବିଶେଷ ଅଫର ମଧ୍ୟ ଘୋଷଣା କରାଯାଇଛି । xyxy=(1178,1912,1463,1941)
shakti-col-1 xyxy=(874,1871,1159,1994)
shakti-p3: ଉଦ୍‌ଘାଟନୀ ଅବସରରେ କମ୍ପାନୀର ଅଧିକାରୀମାନେ ଉପସ୍ଥିତ ଥିଲେ । xyxy=(874,1973,1151,1985)
jobs-p5: ଶିକ୍ଷାନୁଷ୍ଠାନଗୁଡ଼ିକ ମଧ୍ୟ ପାଠ୍ୟକ୍ରମରେ ପରିବର୍ତ୍ତନ ଆଣି ଶିଳ୍ପର ଆବଶ୍ୟକତା ଅନୁଯାୟୀ ଛାତ୍ରଛାତ୍ରୀଙ୍କୁ ପ୍ରସ୍ତୁତ କରୁଛନ୍ତି । xyxy=(14,1997,219,2042)
rbi-col-1 xyxy=(14,150,205,471)
village-science-col-p3: ଶେଷରେ ଆୟୋଜକ ସଂସ୍ଥା ପକ୍ଷରୁ ସମସ୍ତଙ୍କୁ ଧନ୍ୟବାଦ ଅର୍ପଣ କରାଯାଇଥିଲା । xyxy=(228,1569,424,1598)
village-science-photo xyxy=(14,1222,424,1412)
research-p3: ଉଦ୍‌ଘାଟନୀ ଅଧିବେଶନରେ ମୁଖ୍ୟ ଅତିଥି ଭାବେ ଯୋଗ ଦେଇ ବକ୍ତାମାନେ କହିଥିଲେ ଯେ ଆଧୁନିକ ଶିକ୍ଷା ପ୍ରଣାଳୀରେ ମିଳିତ ଗବେଷଣାକୁ ଗୁରୁତ୍ୱ ଦିଆଯିବା ଆବଶ୍ୟକ । xyxy=(444,942,635,1004)
science-college-p4: ଉତ୍ସବରେ ମୁଖ୍ୟ ଅତିଥି ଭାବେ ଯୋଗ ଦେଇଥିବା ବିଶିଷ୍ଟ ବ୍ୟକ୍ତିମାନେ ଛାତ୍ରଛାତ୍ରୀମାନଙ୍କୁ ଉତ୍ସାହିତ କରିଥିଲେ । xyxy=(1277,1020,1463,1065)
science-college-p3: ଶିକ୍ଷା ଓ କ୍ରୀଡ଼ା କ୍ଷେତ୍ରରେ କୃତିତ୍ୱ ଅର୍ଜନ କରିଥିବା ଛାତ୍ରଛାତ୍ରୀମାନଙ୍କୁ ପୁରସ୍କାର ପ୍ରଦାନ କରାଯାଇଥିଲା । xyxy=(1073,1114,1259,1160)
rbi-col4-p3: ଆଗାମୀ ଦିନରେ ମଧ୍ୟ ଏହିପରି ପଦକ୍ଷେପ ଜାରି ରହିବ ବୋଲି ଆରବିଆଇ ସୂଚନା ଦେଇଛି । ଏହା ଦ୍ୱାରା ଆର୍ଥିକ ବ୍ୟବସ୍ଥାରେ ତରଳତା ବୃଦ୍ଧି ପାଇବ । xyxy=(643,279,834,342)
article-railway xyxy=(229,1657,639,2051)
research-pull-quote: ଓୟୁଏଟିଆରରେ ଏମର୍ଜିଂ ଟ୍ରେଣ୍ଡସ ଇନ୍ କେମିକାଲ ସାଇନ୍ସେସ୍ ଜାତୀୟ ସମ୍ମିଳନୀ xyxy=(653,797,843,903)
railway-p1: ପୂର୍ବତଟ ରେଳପଥର ଦୁଇ କର୍ମଚାରୀଙ୍କୁ ସେମାନଙ୍କ ଉତ୍କୃଷ୍ଟ କାର୍ଯ୍ୟ ପାଇଁ ସମ୍ମାନିତ କରାଯାଇଛି । xyxy=(239,1890,430,1935)
colorbar-group xyxy=(311,2323,379,2337)
tata-col-1 xyxy=(14,642,210,864)
shakti-p2: ଏହି ଶୋ'ରୁମରେ କମ୍ପାନୀର ସମସ୍ତ ମଡେଲ ଉପଲବ୍ଧ ରହିବ ଏବଂ ବିକ୍ରୟ ପରବର୍ତ୍ତୀ ସେବା ମଧ୍ୟ ମିଳିବ । xyxy=(874,1934,1159,1963)
right-text-col-2 xyxy=(1163,1186,1463,1342)
village-science-col-p2: ପ୍ରାୟୋଗିକ ଜ୍ଞାନ ମାଧ୍ୟମରେ ଛାତ୍ରଛାତ୍ରୀମାନେ ଅଧିକ ଶିଖି ପାରିବେ ବୋଲି ସେ ମତ ପ୍ରକାଶ କରିଥିଲେ । xyxy=(228,1513,424,1559)
lions-headline: ଲାୟନ୍ସ ଇଣ୍ଟରନ୍ୟାସନାଲ୍ କ୍ଲବର ବାର୍ଷିକ ଉତ୍ସବ xyxy=(1073,562,1419,612)
pnb-photo xyxy=(444,1222,844,1397)
jobs-dateline: ଭୁବନେଶ୍ୱର, ୨୩ଶା (ଅନୁପମ ମାଧ୍ୟମ) xyxy=(14,1738,189,1751)
indigo-p1: ଦେଶର ସର୍ବବୃହତ ବିମାନ କମ୍ପାନୀ ଇଣ୍ଡିଗୋର ମୁଖ୍ୟ ସୁରକ୍ଷା ଅଧିକାରୀ (ସିଏସଓ) ଭାବେ ଆଲୋକ ସିଂହ ନିଯୁକ୍ତ ହୋଇଛନ୍ତି । xyxy=(659,1737,854,1783)
gold-p4: ବ୍ୟବସାୟୀମାନଙ୍କ କହିବାନୁସାରେ ଆଗାମୀ ଦିନରେ ଦର ଆହୁରି କମିପାରେ । ତେବେ ବିବାହ ଋତୁ ଯୋଗୁଁ ଚାହିଦା ବଜାୟ ରହିଛି । xyxy=(854,469,994,531)
rbi-col3-p3: ସାଧାରଣତଃ ମାର୍ଚ୍ଚ ମାସରେ ବ୍ୟାଙ୍କିଙ୍ଗ୍ ବ୍ୟବସ୍ଥାରେ ନଗଦ ପ୍ରବାହ ଉପରେ ଚାପ ପଡ଼ିଥାଏ । ଏହାକୁ ଦୃଷ୍ଟିରେ ରଖି ରିଜର୍ଭ ବ୍ୟାଙ୍କ ବିଭିନ୍ନ ପଦକ୍ଷେପ ଗ୍ରହଣ କରିଆସୁଛି । ଏହି ପ୍ରକ୍ରିୟାରେ ଖୋଲା ବଜାର କାରବାର (ଓଏମଓ) ମାଧ୍ୟମରେ ସରକାରୀ ସିକ୍ୟୁରିଟିଜ୍ କ୍ରୟ କରାଯାଉଛି । xyxy=(433,296,625,408)
railway-photo-logo xyxy=(544,1693,630,1733)
lions-col-2 xyxy=(1268,629,1464,759)
research-col-1 xyxy=(444,791,634,1013)
pnb-photo-people xyxy=(445,1301,843,1396)
science-college-col-2 xyxy=(1268,1018,1464,1168)
